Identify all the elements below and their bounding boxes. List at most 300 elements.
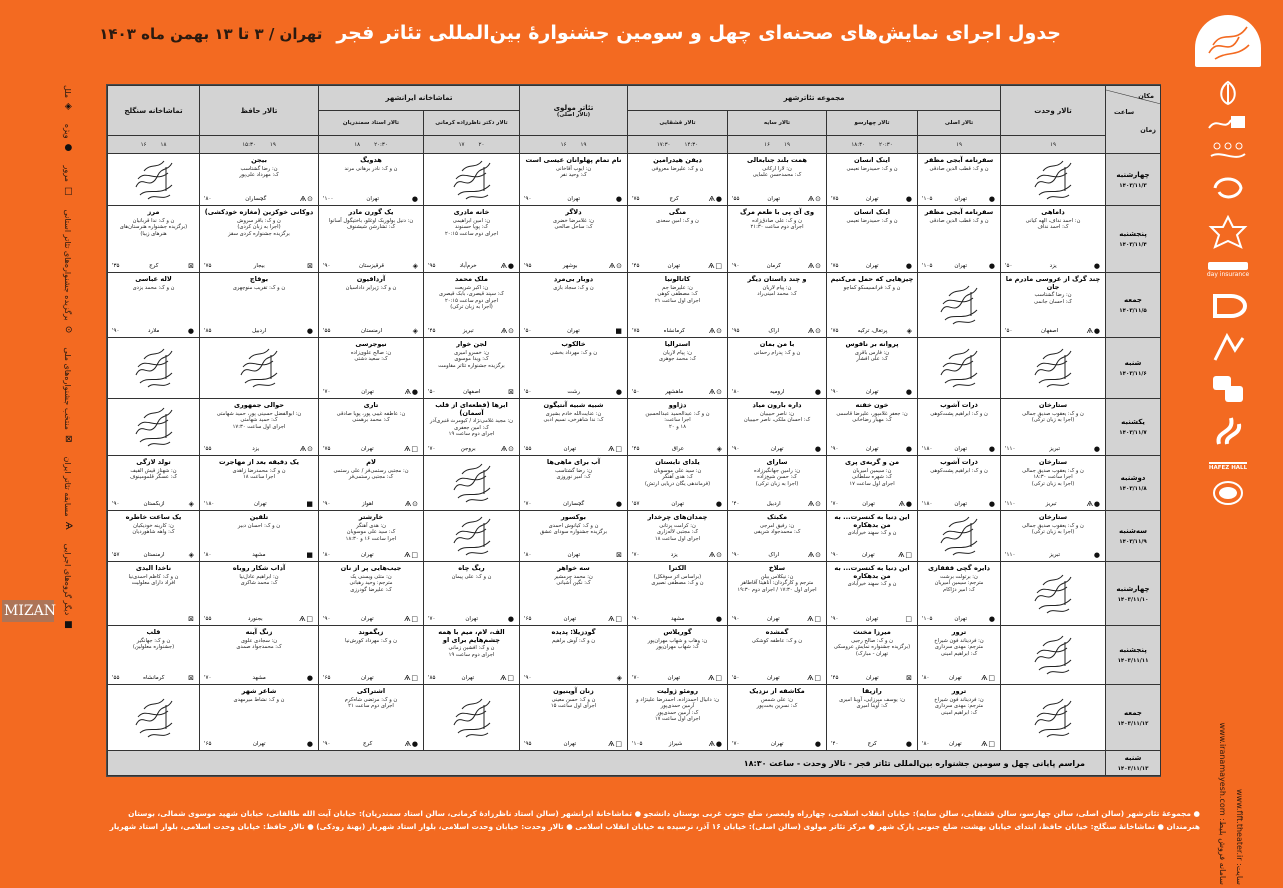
- performance-wrapper: [520, 626, 627, 684]
- category-icons: [808, 500, 822, 508]
- schedule-row: [108, 626, 1161, 685]
- special-icon: ●: [715, 615, 724, 623]
- day-date: ۱۴۰۳/۱۱/۱۱: [1117, 658, 1149, 664]
- performance-cell[interactable]: [827, 273, 918, 338]
- performance-title: ستارخان: [1038, 513, 1068, 521]
- competition-icon: Ѧ: [404, 445, 412, 453]
- performance-footer: [628, 388, 727, 398]
- performance-cell[interactable]: [424, 273, 520, 338]
- performance-cell[interactable]: [520, 273, 628, 338]
- performance-credit: ن و ک: افشین زمانی: [448, 645, 495, 652]
- performance-cell[interactable]: [200, 626, 319, 685]
- performance-title: ستارخان: [1038, 401, 1068, 409]
- performance-duration: ۵۰': [428, 389, 436, 395]
- category-icons: [188, 262, 195, 270]
- special-icon: ●: [63, 143, 73, 152]
- performance-wrapper: [827, 456, 917, 510]
- performance-cell[interactable]: [520, 399, 628, 456]
- day-cell: [1106, 511, 1161, 562]
- performance-cell[interactable]: [200, 273, 319, 338]
- performance-credit: ک: هدی آهنگر: [662, 474, 693, 481]
- performance-footer: [728, 195, 826, 205]
- performance-footer: [108, 262, 199, 272]
- venue-sayeh: تالار سایه: [728, 111, 827, 136]
- performance-cell[interactable]: [728, 456, 827, 511]
- performance-cell[interactable]: [918, 626, 1001, 685]
- performance-cell[interactable]: [827, 338, 918, 399]
- legend-label: دیگر گروه‌های اجرایی: [63, 543, 73, 616]
- performance-credit: اجرای دوم ساعت ۲۱:۳۰: [750, 224, 804, 231]
- national-icon: ⊠: [188, 262, 195, 270]
- performance-footer: [520, 262, 627, 272]
- performance-cell[interactable]: [200, 562, 319, 626]
- performance-credit: ک: مجتبی رستمی‌فر: [348, 474, 394, 481]
- performance-cell[interactable]: [108, 206, 200, 273]
- performance-cell[interactable]: [728, 338, 827, 399]
- performance-duration: ۹۰': [323, 263, 331, 269]
- performance-cell[interactable]: [827, 206, 918, 273]
- performance-credit: ن: برتولت برشت: [940, 573, 978, 580]
- performance-cell[interactable]: [108, 562, 200, 626]
- provincial-icon: ⊙: [508, 327, 515, 335]
- day-insurance-text: day insurance: [1206, 271, 1250, 278]
- performance-info: [827, 154, 917, 173]
- performance-wrapper: [520, 511, 627, 561]
- performance-credit: ن: رضا گشتاسب: [240, 165, 278, 172]
- performance-cell[interactable]: [319, 154, 424, 206]
- performance-title: ترور: [951, 628, 967, 636]
- performance-title: سارای: [766, 458, 788, 466]
- performance-cell[interactable]: [520, 511, 628, 562]
- performance-cell[interactable]: [200, 399, 319, 456]
- performance-info: [424, 626, 519, 659]
- performance-credit: اجرای اول ساعت ۱۷:۳۰: [232, 423, 286, 430]
- competition-icon: Ѧ: [807, 500, 816, 508]
- performance-title: بیجن: [251, 156, 267, 164]
- performance-wrapper: [200, 399, 318, 455]
- performance-wrapper: [728, 511, 826, 561]
- performance-title: استرالیا: [664, 340, 691, 348]
- day-name: شنبه: [1124, 754, 1142, 762]
- performance-cell[interactable]: [520, 562, 628, 626]
- performance-cell[interactable]: [319, 273, 424, 338]
- festival-calligraphy-icon: [1001, 345, 1105, 391]
- category-icons: [807, 615, 822, 623]
- day-insurance-logo: [1205, 262, 1251, 278]
- performance-credit: ن: احمد نداف، الهه کیانی: [1025, 217, 1081, 224]
- performance-cell[interactable]: [319, 399, 424, 456]
- performance-info: [319, 338, 423, 364]
- day-cell: [1106, 626, 1161, 685]
- performance-cell[interactable]: [520, 338, 628, 399]
- performance-cell[interactable]: [827, 154, 918, 206]
- performance-info: [520, 685, 627, 711]
- legend-label: برگزیده جشنواره‌های تئاتر استانی: [63, 209, 73, 321]
- performance-info: [628, 685, 727, 724]
- showtime: ۱۹: [956, 141, 962, 148]
- performance-cell[interactable]: [424, 626, 520, 685]
- performance-info: [628, 562, 727, 588]
- category-icons: [709, 195, 723, 203]
- schedule-row: [108, 206, 1161, 273]
- performance-info: [628, 154, 727, 173]
- performance-credit: ن: مجتبی رستمی‌فر / علی رستمی: [333, 467, 409, 474]
- performance-title: گودزیلا: پدیده: [551, 628, 596, 636]
- ticket-site-link[interactable]: سامانه فروش بلیط: www.iranamayesh.com: [1218, 722, 1227, 885]
- performance-cell[interactable]: [200, 685, 319, 751]
- performance-city: کرمان: [766, 263, 781, 269]
- performance-title: سفرنامه آبجی مظفر: [924, 208, 994, 216]
- performance-title: اشتراکی: [356, 687, 386, 695]
- performance-credit: ک: تشارشن شیشنوف: [346, 224, 396, 231]
- performance-cell[interactable]: [918, 456, 1001, 511]
- performance-info: [520, 154, 627, 180]
- performance-info: [628, 626, 727, 652]
- performance-cell[interactable]: [827, 685, 918, 751]
- category-icons: [608, 740, 623, 748]
- closing-ceremony: مراسم پایانی چهل و سومین جشنواره بین‌المللی تئاتر فجر - تالار وحدت - ساعت ۱۸:۳۰: [108, 751, 1106, 776]
- venue-sangelaj: تماشاخانه سنگلج: [108, 86, 200, 136]
- performance-credit: ن و ک: باقر سروش: [237, 217, 281, 224]
- performance-credit: ن: ناصر حبیبیان: [760, 410, 795, 417]
- performance-credit: ک: امیر دژاکام: [943, 586, 975, 593]
- performance-cell[interactable]: [728, 399, 827, 456]
- performance-duration: ۶۵': [524, 616, 532, 622]
- performance-duration: ۹۰': [732, 552, 740, 558]
- performance-duration: ۱۱۰': [1005, 501, 1016, 507]
- national-icon: ⊠: [508, 388, 515, 396]
- performance-cell[interactable]: [1001, 399, 1106, 456]
- performance-cell[interactable]: [918, 154, 1001, 206]
- performance-cell[interactable]: [628, 456, 728, 511]
- performance-city: تهران: [671, 501, 685, 507]
- performance-city: تهران: [361, 616, 374, 622]
- showtime-cell: [918, 136, 1001, 154]
- schedule-row: [108, 456, 1161, 511]
- performance-title: هدویگ: [360, 156, 382, 164]
- international-icon: ◈: [412, 327, 419, 335]
- performance-cell[interactable]: [200, 511, 319, 562]
- performance-title: مکبثک: [766, 513, 788, 521]
- website-link[interactable]: سایت: www.fift.theater.ir: [1235, 789, 1244, 885]
- performance-cell[interactable]: [1001, 456, 1106, 511]
- performance-cell[interactable]: [108, 273, 200, 338]
- performance-cell[interactable]: [424, 206, 520, 273]
- performance-credit: ن و ک: ژیرایر داداسیان: [345, 284, 397, 291]
- performance-duration: ۷۰': [524, 501, 532, 507]
- legend-item: [63, 544, 73, 629]
- performance-info: [319, 456, 423, 482]
- venue-molavi: [520, 86, 628, 136]
- schedule-table: [107, 85, 1161, 776]
- competition-icon: Ѧ: [807, 551, 816, 559]
- category-icons: [808, 262, 822, 270]
- performance-credit: مترجم و کارگردان: آناهیتا آقاطاهر: [740, 580, 814, 587]
- performance-credit: ن و ک: حمیدرضا نعیمی: [846, 165, 898, 172]
- performance-wrapper: [728, 154, 826, 205]
- performance-credit: ک: آوینا امیری: [856, 703, 888, 710]
- performance-cell[interactable]: [319, 338, 424, 399]
- performance-cell[interactable]: [728, 154, 827, 206]
- performance-credit: ک: مهیار رضاخانی: [852, 417, 892, 424]
- performance-cell[interactable]: [319, 626, 424, 685]
- performance-cell[interactable]: [628, 685, 728, 751]
- performance-city: گچساران: [563, 501, 585, 507]
- review-icon: □: [63, 186, 73, 196]
- special-icon: ●: [411, 740, 419, 748]
- performance-cell[interactable]: [200, 456, 319, 511]
- performance-city: یزد: [252, 446, 260, 452]
- performance-credit: ک: ابراهیم امینی: [940, 650, 978, 657]
- performance-wrapper: [520, 562, 627, 625]
- performance-cell[interactable]: [918, 399, 1001, 456]
- category-icons: [905, 615, 913, 623]
- performance-wrapper: [827, 206, 917, 272]
- performance-city: تهران: [254, 501, 267, 507]
- festival-logo-cell: [424, 685, 520, 751]
- performance-footer: [200, 551, 318, 561]
- performance-info: [319, 154, 423, 173]
- performance-footer: [319, 551, 423, 561]
- performance-credit: ن و ک: مرتضی شاه‌کرم: [344, 696, 398, 703]
- performance-info: [319, 399, 423, 425]
- provincial-icon: ⊙: [716, 551, 724, 559]
- performance-info: [520, 626, 627, 645]
- performance-wrapper: [1001, 399, 1105, 455]
- performance-city: بوشهر: [562, 263, 578, 269]
- performance-cell[interactable]: [628, 511, 728, 562]
- national-icon: ⊠: [616, 551, 623, 559]
- performance-title: یلدای تابستان: [655, 458, 700, 466]
- performance-info: [827, 511, 917, 538]
- performance-cell[interactable]: [628, 273, 728, 338]
- performance-info: [827, 685, 917, 711]
- category-icons: [412, 195, 419, 203]
- performance-cell[interactable]: [520, 626, 628, 685]
- performance-cell[interactable]: [628, 338, 728, 399]
- performance-info: [200, 206, 318, 238]
- performance-credit: ک: عسگر قلمومینوف: [130, 474, 177, 481]
- performance-info: [628, 338, 727, 364]
- performance-duration: ۷۵': [831, 196, 839, 202]
- performance-cell[interactable]: [108, 456, 200, 511]
- review-icon: □: [507, 674, 515, 682]
- category-icons: [899, 500, 913, 508]
- performance-cell[interactable]: [728, 626, 827, 685]
- showtime: ۱۹: [1050, 141, 1056, 148]
- venue-molavi-sub: (تالار اصلی): [556, 111, 591, 118]
- performance-wrapper: [827, 399, 917, 455]
- sponsor-logo-icon: [1205, 290, 1251, 324]
- international-icon: ◈: [188, 500, 195, 508]
- performance-cell[interactable]: [728, 273, 827, 338]
- festival-calligraphy-icon: [424, 695, 519, 741]
- performance-cell[interactable]: [319, 456, 424, 511]
- performance-wrapper: [200, 562, 318, 625]
- performance-cell[interactable]: [424, 399, 520, 456]
- performance-cell[interactable]: [520, 685, 628, 751]
- performance-duration: ۹۰': [831, 446, 839, 452]
- performance-cell[interactable]: [827, 626, 918, 685]
- performance-footer: [200, 327, 318, 337]
- competition-icon: Ѧ: [404, 500, 413, 508]
- performance-credit: ن و ک: حسن معینی: [551, 696, 596, 703]
- performance-cell[interactable]: [108, 511, 200, 562]
- category-icons: [989, 615, 996, 623]
- address-line: ● مجموعهٔ تئاترشهر (سالن اصلی، سالن چهارسو، سالن قشقایی، سالن سایه): خیابان انقلاب اسلامی، چهارراه ولیعصر، ضلع جنوب غربی بوستان دانشجو ● تماشاخانهٔ ایرانشهر (سالن استاد ناظرزادهٔ کرمانی، سالن استاد سمندریان): خیابان آیت الله طالقانی، خیابان شهید موسوی شمالی، بوستان: [128, 809, 1200, 818]
- performance-footer: [827, 445, 917, 455]
- performance-cell[interactable]: [827, 511, 918, 562]
- performance-wrapper: [319, 685, 423, 750]
- performance-wrapper: [200, 154, 318, 205]
- performance-wrapper: [520, 338, 627, 398]
- performance-cell[interactable]: [424, 562, 520, 626]
- performance-wrapper: [628, 685, 727, 750]
- performance-info: [827, 273, 917, 292]
- performance-credit: ن و ک: عاطفه کوشکی: [751, 637, 803, 644]
- review-icon: □: [988, 740, 997, 748]
- performance-footer: [827, 500, 917, 510]
- performance-credit: ن: جعفر غلامپور، علیرضا قاسمی: [836, 410, 908, 417]
- performance-title: من و گربه‌ی پری: [844, 458, 900, 466]
- performance-credit: اجرای اول ساعت ۱۸: [654, 535, 701, 542]
- performance-cell[interactable]: [200, 154, 319, 206]
- performance-cell[interactable]: [918, 685, 1001, 751]
- performance-title: زنان آوینیون: [553, 687, 594, 695]
- festival-logo-cell: [108, 154, 200, 206]
- performance-city: تهران: [767, 196, 781, 202]
- performance-footer: [628, 327, 727, 337]
- performance-credit: ن: کارینه خودیکیان: [133, 522, 174, 529]
- performance-title: خانه مادری: [453, 208, 490, 216]
- category-icons: [1087, 500, 1101, 508]
- performance-cell[interactable]: [520, 456, 628, 511]
- performance-city: قرقیزستان: [359, 263, 385, 269]
- performance-title: دایره گچی قفقازی: [927, 564, 991, 572]
- performance-city: تهران: [949, 741, 962, 747]
- performance-wrapper: [108, 456, 199, 510]
- performance-credit: ن: ابراهیم عادل‌نیا: [239, 573, 279, 580]
- performance-credit: ن و ک: صالح رجبی: [851, 637, 893, 644]
- performance-wrapper: [918, 399, 1000, 455]
- performance-cell[interactable]: [827, 399, 918, 456]
- performance-cell[interactable]: [319, 685, 424, 751]
- performance-info: [827, 562, 917, 589]
- performance-cell[interactable]: [200, 206, 319, 273]
- competition-icon: Ѧ: [1086, 500, 1094, 508]
- performance-footer: [1001, 327, 1105, 337]
- performance-cell[interactable]: [628, 562, 728, 626]
- performance-cell[interactable]: [827, 562, 918, 626]
- performance-cell[interactable]: [1001, 206, 1106, 273]
- performance-cell[interactable]: [728, 685, 827, 751]
- performance-footer: [108, 327, 199, 337]
- performance-wrapper: [827, 626, 917, 684]
- performance-cell[interactable]: [827, 456, 918, 511]
- performance-title: ستارخان: [1038, 458, 1068, 466]
- performance-footer: [728, 615, 826, 625]
- performance-cell[interactable]: [108, 626, 200, 685]
- performance-title: چمدان‌های چرخدار: [647, 513, 708, 521]
- performance-title: منگی: [668, 208, 687, 216]
- legend-label: مرور: [63, 165, 73, 182]
- performance-wrapper: [918, 154, 1000, 205]
- performance-duration: ۸۵': [204, 328, 212, 334]
- performance-duration: ۵۷': [112, 552, 120, 558]
- performance-credit: ک: شهره سلطانی: [852, 474, 892, 481]
- venue-addresses: [100, 807, 1200, 833]
- category-icons: [404, 674, 419, 682]
- performance-duration: ۴۵': [632, 263, 640, 269]
- performance-info: [108, 562, 199, 588]
- performance-duration: ۹۰': [831, 389, 839, 395]
- performance-footer: [827, 674, 917, 684]
- day-cell: [1106, 273, 1161, 338]
- performance-footer: [520, 388, 627, 398]
- performance-city: کرج: [867, 741, 877, 747]
- performance-cell[interactable]: [628, 206, 728, 273]
- performance-cell[interactable]: [319, 511, 424, 562]
- performance-cell[interactable]: [628, 154, 728, 206]
- performance-credit: ک: حسن شیخ‌زاده: [757, 474, 797, 481]
- performance-cell[interactable]: [728, 206, 827, 273]
- performance-city: تهران: [865, 196, 879, 202]
- performance-cell[interactable]: [520, 206, 628, 273]
- performance-credit: ن: سیمین امیریان: [852, 467, 892, 474]
- performance-duration: ۱۰۵': [922, 196, 933, 202]
- performance-credit: ک: سید علی موسویان: [346, 529, 396, 536]
- performance-cell[interactable]: [728, 511, 827, 562]
- performance-city: تهران: [567, 328, 580, 334]
- performance-credit: مترجم: سیمین امیریان: [934, 580, 984, 587]
- performance-cell[interactable]: [520, 154, 628, 206]
- performance-duration: ۸۰': [323, 552, 331, 558]
- performance-credit: ک: مصطفی کوهی: [657, 291, 698, 298]
- performance-credit: ک: محمد برهمنی: [352, 417, 390, 424]
- performance-title: بوقاچ: [249, 275, 269, 283]
- showtimes: [827, 142, 917, 148]
- schedule-row: [108, 399, 1161, 456]
- schedule-row: [108, 338, 1161, 399]
- performance-wrapper: [319, 626, 423, 684]
- performance-cell[interactable]: [1001, 511, 1106, 562]
- performance-cell[interactable]: [319, 562, 424, 626]
- category-icons: [307, 674, 314, 682]
- performance-cell[interactable]: [1001, 273, 1106, 338]
- performance-info: [319, 562, 423, 594]
- performance-cell[interactable]: [628, 626, 728, 685]
- performance-cell[interactable]: [918, 206, 1001, 273]
- performance-cell[interactable]: [728, 562, 827, 626]
- performance-cell[interactable]: [628, 399, 728, 456]
- competition-icon: Ѧ: [898, 551, 906, 559]
- performance-cell[interactable]: [319, 206, 424, 273]
- performance-duration: ۵۷': [632, 501, 640, 507]
- performance-title: یک گورن مادر: [348, 208, 394, 216]
- performance-credit: (برگزیده جشنواره نمایش عروسکی: [833, 644, 911, 651]
- category-icons: [717, 445, 723, 453]
- showtimes: [319, 142, 423, 148]
- performance-duration: ۵۰': [1005, 328, 1013, 334]
- performance-info: [918, 206, 1000, 225]
- category-icons: [906, 445, 913, 453]
- showtime-cell: [424, 136, 520, 154]
- performance-title: نیوجرسی: [355, 340, 387, 348]
- performance-credit: ن و ک: امین سعدی: [656, 217, 699, 224]
- performance-cell[interactable]: [424, 338, 520, 399]
- performance-cell[interactable]: [918, 562, 1001, 626]
- legend-item: [63, 457, 73, 530]
